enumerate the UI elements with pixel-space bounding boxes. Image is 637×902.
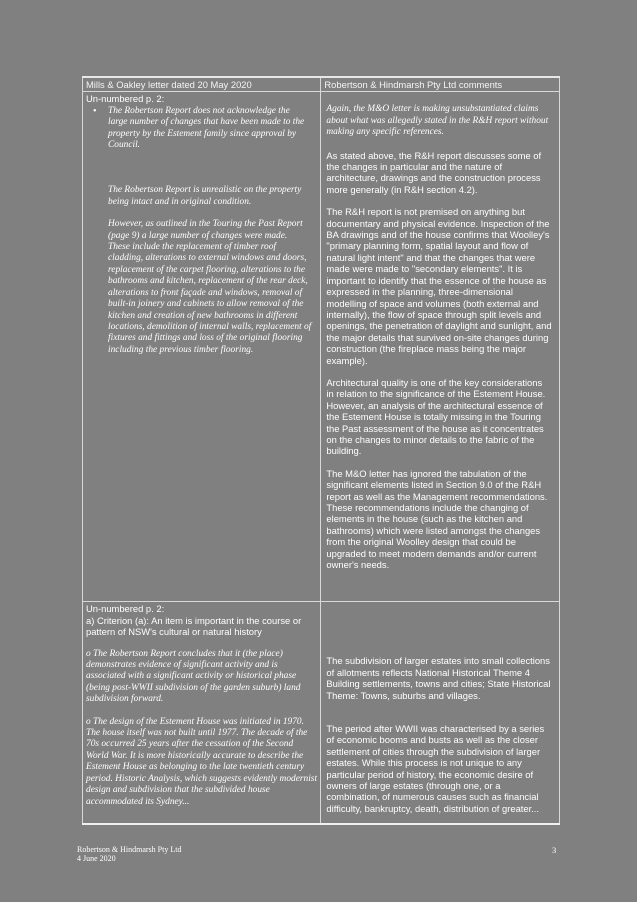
- left-paragraph: o The design of the Estement House was initiated in 1970. The house itself was not built until 1977. The decade of the 70s occurred 25 years after the cessation of the Second World War. It is more historically accurate to describe the Estement House as belonging to the late twentieth century period. Historic Analysis, which suggests evidently modernist design and subdivision that the subdivided house accommodated its Sydney...: [86, 716, 318, 807]
- page-number: 3: [552, 845, 557, 855]
- left-paragraph: o The Robertson Report concludes that it (the place) demonstrates evidence of significant activity and is associated with a significant activity or historical phase (being post-WWII subdivision of the garden suburb) land subdivision forward.: [86, 648, 301, 705]
- header-right: Robertson & Hindmarsh Pty Ltd comments: [321, 77, 560, 92]
- table-header-row: [83, 77, 560, 92]
- row1-left-cell: [83, 92, 321, 602]
- bullet-item: [86, 106, 317, 152]
- comment-paragraph: Architectural quality is one of the key considerations in relation to the significance of the Estement House. However, an analysis of the architectural essence of the Estement House is totally missing in the Touring the Past assessment of the house as it concentrates on the changes to minor details to the fabric of the building.: [326, 376, 546, 457]
- criterion-text: a) Criterion (a): An item is important in the course or pattern of NSW's cultural or natural history: [86, 614, 302, 638]
- footer-date: 4 June 2020: [77, 854, 116, 863]
- footer-company: Robertson & Hindmarsh Pty Ltd: [77, 845, 182, 854]
- left-paragraph: However, as outlined in the Touring the Past Report (page 9) a large number of changes were made. These include the replacement of timber roof cladding, alterations to external windows and doors, replacement of the carpet flooring, alterations to the bathrooms and kitchen, replacement of the rear deck, alterations to front façade and windows, removal of built-in joinery and cabinets to allow removal of the kitchen and creation of new bathrooms in different locations, demolition of internal walls, replacement of fixtures and fittings and loss of the original flooring including the previous timber flooring.: [108, 219, 312, 355]
- row2-left-cell: [83, 602, 321, 825]
- left-paragraph: The Robertson Report is unrealistic on the property being intact and in original condition.: [108, 185, 302, 207]
- bullet-dot-icon: •: [93, 105, 97, 117]
- comments-table: [82, 76, 560, 825]
- comment-paragraph: The R&H report is not premised on anything but documentary and physical evidence. Inspection of the BA drawings and of the house confirms that Woolley's "primary planning form, spatial layout and flow of natural light intent" and that the changes that were made were made to "secondary elements". It is important to identify that the essence of the house as expressed in the planning, three-dimensional modelling of space and volumes (both external and internally), the flow of space through split levels and openings, the penetration of daylight and sunlight, and the major details that survived on-site changes during construction (the fireplace mass being the major example).: [326, 206, 552, 366]
- comment-paragraph: Again, the M&O letter is making unsubstantiated claims about what was allegedly stated in the R&H report without making any specific references.: [326, 104, 549, 138]
- comment-paragraph: As stated above, the R&H report discusses some of the changes in particular and the nature of architecture, drawings and the construction process more generally (in R&H section 4.2).: [326, 149, 542, 195]
- section-label: Un-numbered p. 2:: [86, 93, 165, 105]
- footer-info: [77, 845, 181, 863]
- bullet-text: The Robertson Report does not acknowledge the large number of changes that have been made to the property by the Estement family since approval by Council.: [108, 105, 305, 151]
- table-row: [83, 92, 560, 602]
- row2-right-cell: [321, 602, 560, 825]
- comment-paragraph: The subdivision of larger estates into small collections of allotments reflects National Historical Theme 4 Building settlements, towns and cities; State Historical Theme: Towns, suburbs and villages.: [326, 655, 551, 701]
- comment-paragraph: The period after WWII was characterised by a series of economic booms and busts as well as the closer settlement of cities through the subdivision of larger estates. While this process is not unique to any particular period of history, the economic desire of owners of large estates (through one, or a combination, of numerous causes such as financial difficulty, bankruptcy, death, distribution of greater...: [326, 723, 545, 814]
- comment-paragraph: The M&O letter has ignored the tabulation of the significant elements listed in Section 9.0 of the R&H report as well as the Management recommendations. These recommendations include the changing of elements in the house (such as the kitchen and bathrooms) which were listed amongst the changes from the original Woolley design that could be upgraded to meet modern demands and/or current owner's needs.: [326, 467, 548, 571]
- header-left: Mills & Oakley letter dated 20 May 2020: [83, 77, 321, 92]
- table-row: [83, 602, 560, 825]
- section-label: Un-numbered p. 2:: [86, 603, 165, 615]
- row1-right-cell: [321, 92, 560, 602]
